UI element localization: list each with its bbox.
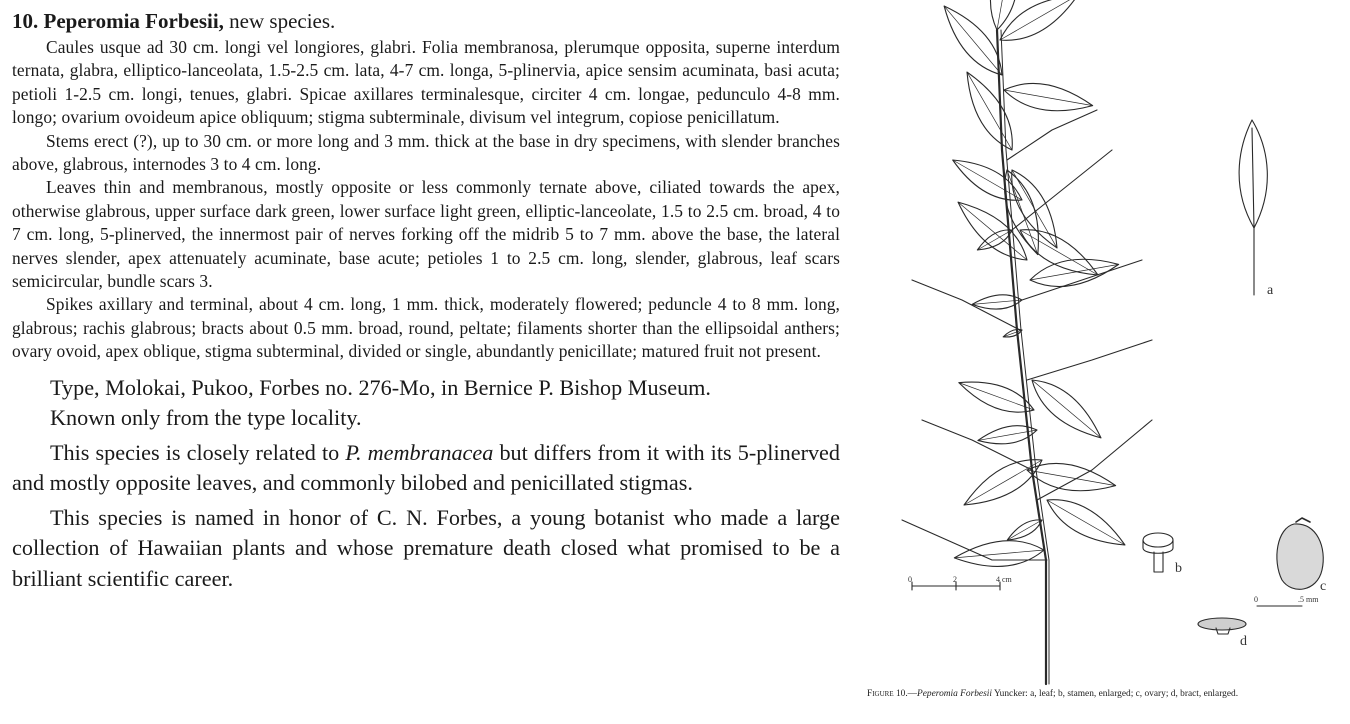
leaf-midrib <box>1020 230 1098 275</box>
spikes-description: Spikes axillary and terminal, about 4 cm. long, 1 mm. thick, moderately flowered; peduncle 4 to 8 mm. long, glabrous; rachis glabrous; bracts about 0.5 mm. broad, round, peltate; filaments shorter than the ellipsoidal anthers; ovary ovoid, apex oblique, stigma subterminal, divided or single, abundantly penicillate; matured fruit not present. <box>12 294 840 362</box>
scale-small-end: .5 mm <box>1298 595 1319 604</box>
species-note: new species. <box>223 9 336 33</box>
description-block <box>12 36 840 364</box>
locality-statement: Known only from the type locality. <box>50 405 362 431</box>
detail-leaf-a <box>1239 120 1274 298</box>
plant-illustration <box>862 0 1350 724</box>
leaf-midrib <box>944 6 1002 75</box>
relationship-paragraph <box>12 438 840 499</box>
leaf <box>1004 83 1093 110</box>
figure-caption: Figure 10.—Peperomia Forbesii Yuncker: a, leaf; b, stamen, enlarged; c, ovary; d, bract, enlarged. <box>867 689 1239 699</box>
species-name: Peperomia Forbesii, <box>43 9 224 33</box>
leaf-midrib <box>1032 380 1101 438</box>
leaves-description: Leaves thin and membranous, mostly opposite or less commonly ternate above, ciliated towards the apex, otherwise glabrous, upper surface dark green, lower surface light green, elliptic-lanceolate, 1.5 to 2.5 cm. broad, 4 to 7 cm. long, 5-plinerved, the innermost pair of nerves forking off the midrib 5 to 7 mm. above the base, the lateral nerves slender, apex attenuately acuminate, base acute; petioles 1 to 2.5 cm. long, slender, glabrous, leaf scars semicircular, bundle scars 3. <box>12 177 840 292</box>
label-b: b <box>1175 561 1182 576</box>
stems-description: Stems erect (?), up to 30 cm. or more long and 3 mm. thick at the base in dry specimens, with slender branches above, glabrous, internodes 3 to 4 cm. long. <box>12 130 840 175</box>
botanical-figure <box>862 0 1350 724</box>
related-species-name: P. membranacea <box>345 439 494 465</box>
caption-figure-label: Figure 10. <box>867 689 908 699</box>
discussion-block <box>12 373 840 595</box>
species-number: 10. <box>12 9 39 33</box>
label-a: a <box>1267 283 1274 298</box>
leaf <box>954 541 1044 567</box>
leaf <box>1027 463 1116 490</box>
caption-text: Yuncker: a, leaf; b, stamen, enlarged; c, ovary; d, bract, enlarged. <box>991 689 1239 699</box>
scale-small-start: 0 <box>1254 595 1258 604</box>
scale-main-mid: 2 <box>953 575 957 584</box>
scale-bar-main <box>908 575 1013 590</box>
text-column <box>12 8 840 594</box>
relationship-text-end: but differs from it with its 5-plinerved and mostly opposite leaves, and commonly bilobed and penicillated stigmas. <box>12 439 840 496</box>
relationship-text-start: This species is closely related to <box>50 439 346 465</box>
detail-bract-d <box>1198 618 1247 649</box>
leaf-midrib <box>958 202 1027 260</box>
scale-main-end: 4 cm <box>996 575 1012 584</box>
latin-description: Caules usque ad 30 cm. longi vel longiores, glabri. Folia membranosa, plerumque opposita, superne interdum ternata, glabra, elliptico-lanceolata, 1.5-2.5 cm. lata, 4-7 cm. longa, 5-plinervia, apice sensim acuminata, basi acuta; petioli 1-2.5 cm. longi, tenues, glabri. Spicae axillares terminalesque, circiter 4 cm. longae, pedunculo 4-8 mm. longo; ovarium ovoideum apice obliquum; stigma subterminale, divisum vel integrum, copiose penicillatum. <box>12 37 840 128</box>
scale-main-start: 0 <box>908 575 912 584</box>
leaf-midrib <box>964 460 1042 505</box>
leaf-midrib <box>967 72 1012 150</box>
label-d: d <box>1240 634 1247 649</box>
leaf-midrib <box>1047 500 1125 545</box>
type-statement: Type, Molokai, Pukoo, Forbes no. 276-Mo, in Bernice P. Bishop Museum. <box>50 374 711 400</box>
leaf <box>1000 0 1078 40</box>
scale-bar-small <box>1254 595 1319 606</box>
caption-species: Peperomia Forbesii <box>917 689 992 699</box>
honor-paragraph: This species is named in honor of C. N. Forbes, a young botanist who made a large collection of Hawaiian plants and whose premature death closed what promised to be a brilliant scientific career. <box>12 504 840 591</box>
leaf-midrib <box>1000 0 1078 40</box>
species-heading <box>12 8 840 34</box>
detail-stamen-b <box>1143 533 1182 576</box>
leaf-midrib <box>997 0 1013 30</box>
label-c: c <box>1320 579 1327 594</box>
detail-ovary-c <box>1277 518 1326 594</box>
leaf <box>990 0 1017 30</box>
